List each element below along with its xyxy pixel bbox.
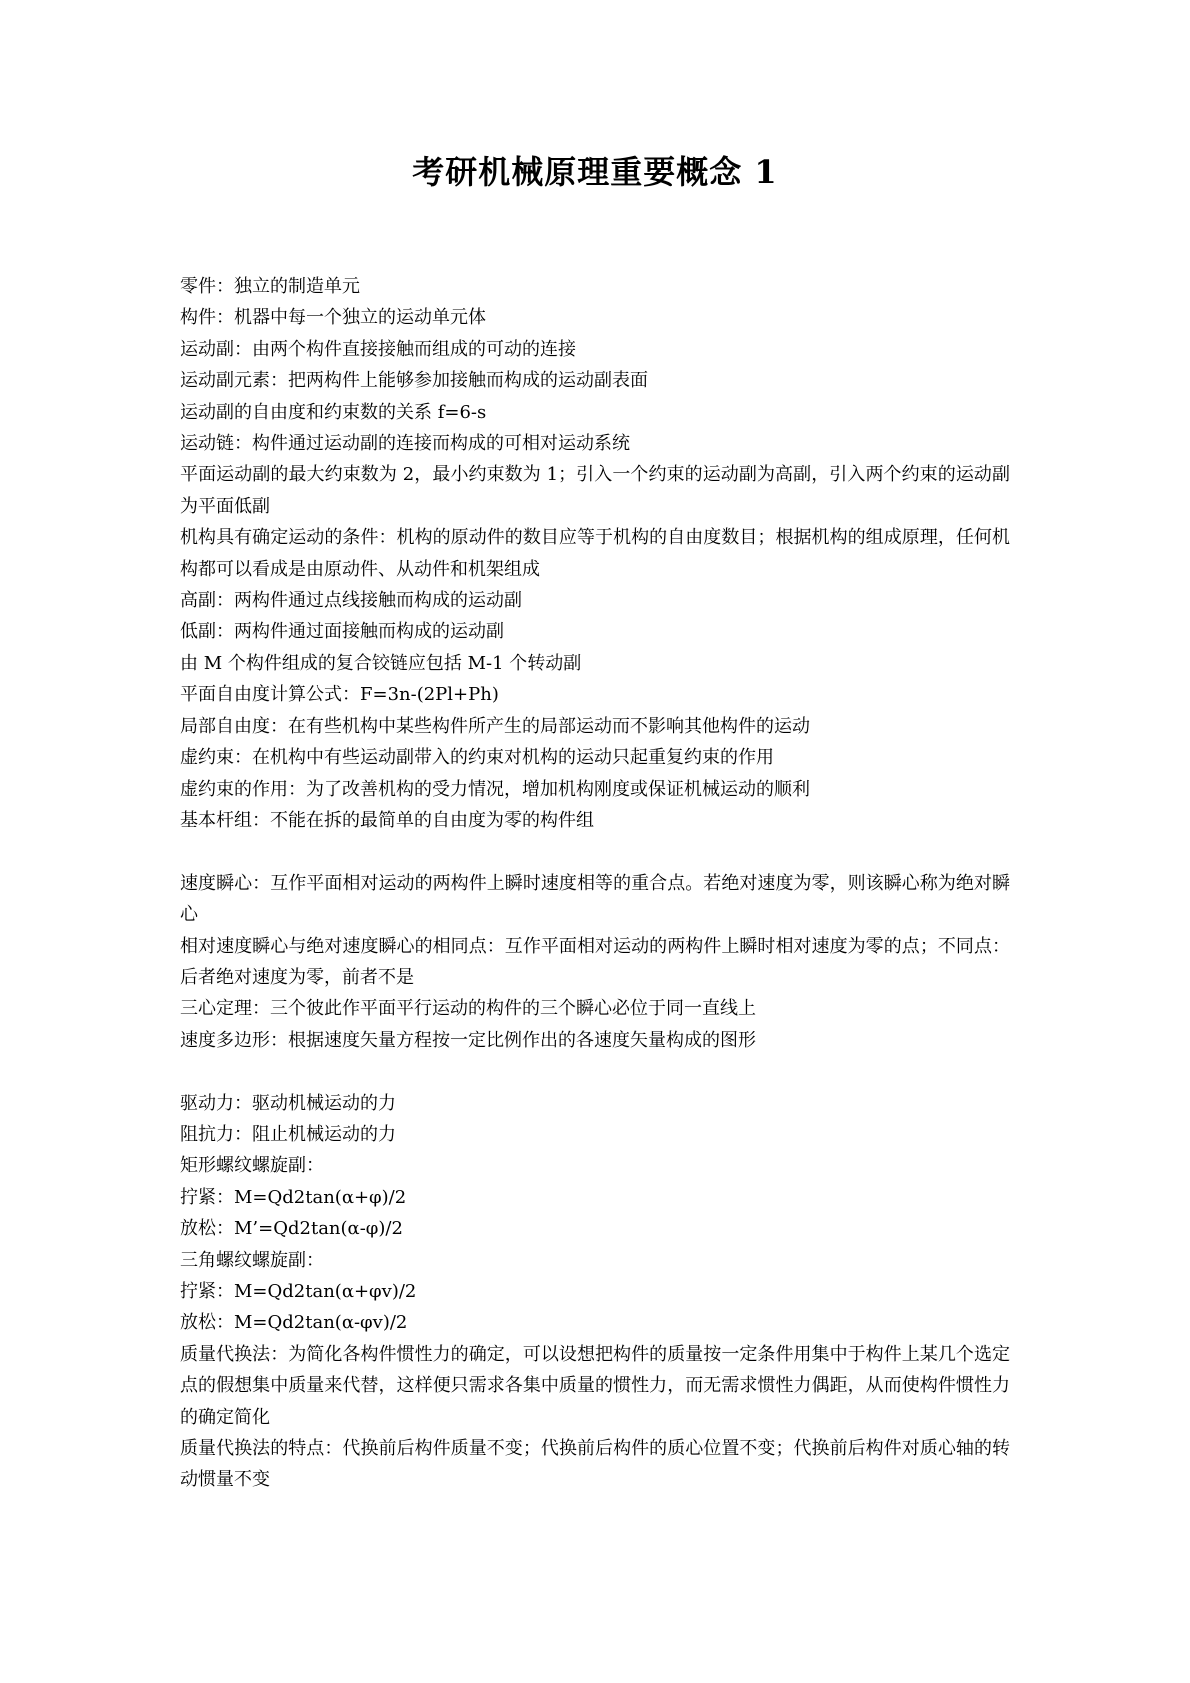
concept-paragraph: 放松：M’=Qd2tan(α-φ)/2 — [180, 1218, 403, 1240]
section-gap — [180, 1056, 1010, 1087]
concept-paragraph: 运动副：由两个构件直接接触而组成的可动的连接 — [180, 338, 576, 360]
concept-paragraph: 阻抗力：阻止机械运动的力 — [180, 1123, 396, 1145]
concept-paragraph: 质量代换法：为简化各构件惯性力的确定，可以设想把构件的质量按一定条件用集中于构件上某几个选定点的假想集中质量来代替，这样便只需求各集中质量的惯性力，而无需求惯性力偶距，从而使构件惯性力的确定简化 — [180, 1343, 1010, 1428]
concept-paragraph: 机构具有确定运动的条件：机构的原动件的数目应等于机构的自由度数目；根据机构的组成原理，任何机构都可以看成是由原动件、从动件和机架组成 — [180, 527, 1010, 580]
concept-paragraph: 运动链：构件通过运动副的连接而构成的可相对运动系统 — [180, 433, 630, 455]
concept-paragraph: 零件：独立的制造单元 — [180, 276, 360, 297]
concept-paragraph: 三心定理：三个彼此作平面平行运动的构件的三个瞬心必位于同一直线上 — [180, 998, 756, 1020]
concept-paragraph: 速度瞬心：互作平面相对运动的两构件上瞬时速度相等的重合点。若绝对速度为零，则该瞬心称为绝对瞬心 — [180, 872, 1010, 926]
concept-paragraph: 构件：机器中每一个独立的运动单元体 — [180, 307, 486, 329]
concept-paragraph: 由 M 个构件组成的复合铰链应包括 M-1 个转动副 — [180, 652, 582, 674]
concept-paragraph: 基本杆组：不能在拆的最简单的自由度为零的构件组 — [180, 809, 594, 831]
concept-paragraph: 矩形螺纹螺旋副： — [180, 1155, 324, 1177]
concept-paragraph: 运动副元素：把两构件上能够参加接触而构成的运动副表面 — [180, 370, 648, 392]
document-title: 考研机械原理重要概念 1 — [412, 153, 778, 191]
concept-paragraph: 驱动力：驱动机械运动的力 — [180, 1092, 396, 1114]
concept-paragraph: 平面自由度计算公式：F=3n-(2Pl+Ph) — [180, 684, 499, 706]
concept-paragraph: 三角螺纹螺旋副： — [180, 1249, 324, 1271]
concept-paragraph: 高副：两构件通过点线接触而构成的运动副 — [180, 590, 522, 612]
concept-paragraph: 拧紧：M=Qd2tan(α+φv)/2 — [180, 1280, 417, 1302]
concept-paragraph: 平面运动副的最大约束数为 2，最小约束数为 1；引入一个约束的运动副为高副，引入两个约束的运动副为平面低副 — [180, 464, 1010, 517]
concept-paragraph: 虚约束：在机构中有些运动副带入的约束对机构的运动只起重复约束的作用 — [180, 747, 774, 769]
concept-paragraph: 低副：两构件通过面接触而构成的运动副 — [180, 621, 504, 643]
concept-paragraph: 局部自由度：在有些机构中某些构件所产生的局部运动而不影响其他构件的运动 — [180, 715, 810, 737]
concept-paragraph: 拧紧：M=Qd2tan(α+φ)/2 — [180, 1186, 407, 1208]
concept-paragraph: 速度多边形：根据速度矢量方程按一定比例作出的各速度矢量构成的图形 — [180, 1029, 756, 1051]
concept-paragraph: 运动副的自由度和约束数的关系 f=6-s — [180, 401, 487, 423]
concept-paragraph: 相对速度瞬心与绝对速度瞬心的相同点：互作平面相对运动的两构件上瞬时相对速度为零的点；不同点：后者绝对速度为零，前者不是 — [180, 935, 1010, 988]
document-body — [180, 271, 1010, 1496]
concept-paragraph: 虚约束的作用：为了改善机构的受力情况，增加机构刚度或保证机械运动的顺利 — [180, 778, 810, 800]
section-gap — [180, 836, 1010, 867]
concept-paragraph: 质量代换法的特点：代换前后构件质量不变；代换前后构件的质心位置不变；代换前后构件对质心轴的转动惯量不变 — [180, 1438, 1010, 1491]
concept-paragraph: 放松：M=Qd2tan(α-φv)/2 — [180, 1312, 408, 1334]
